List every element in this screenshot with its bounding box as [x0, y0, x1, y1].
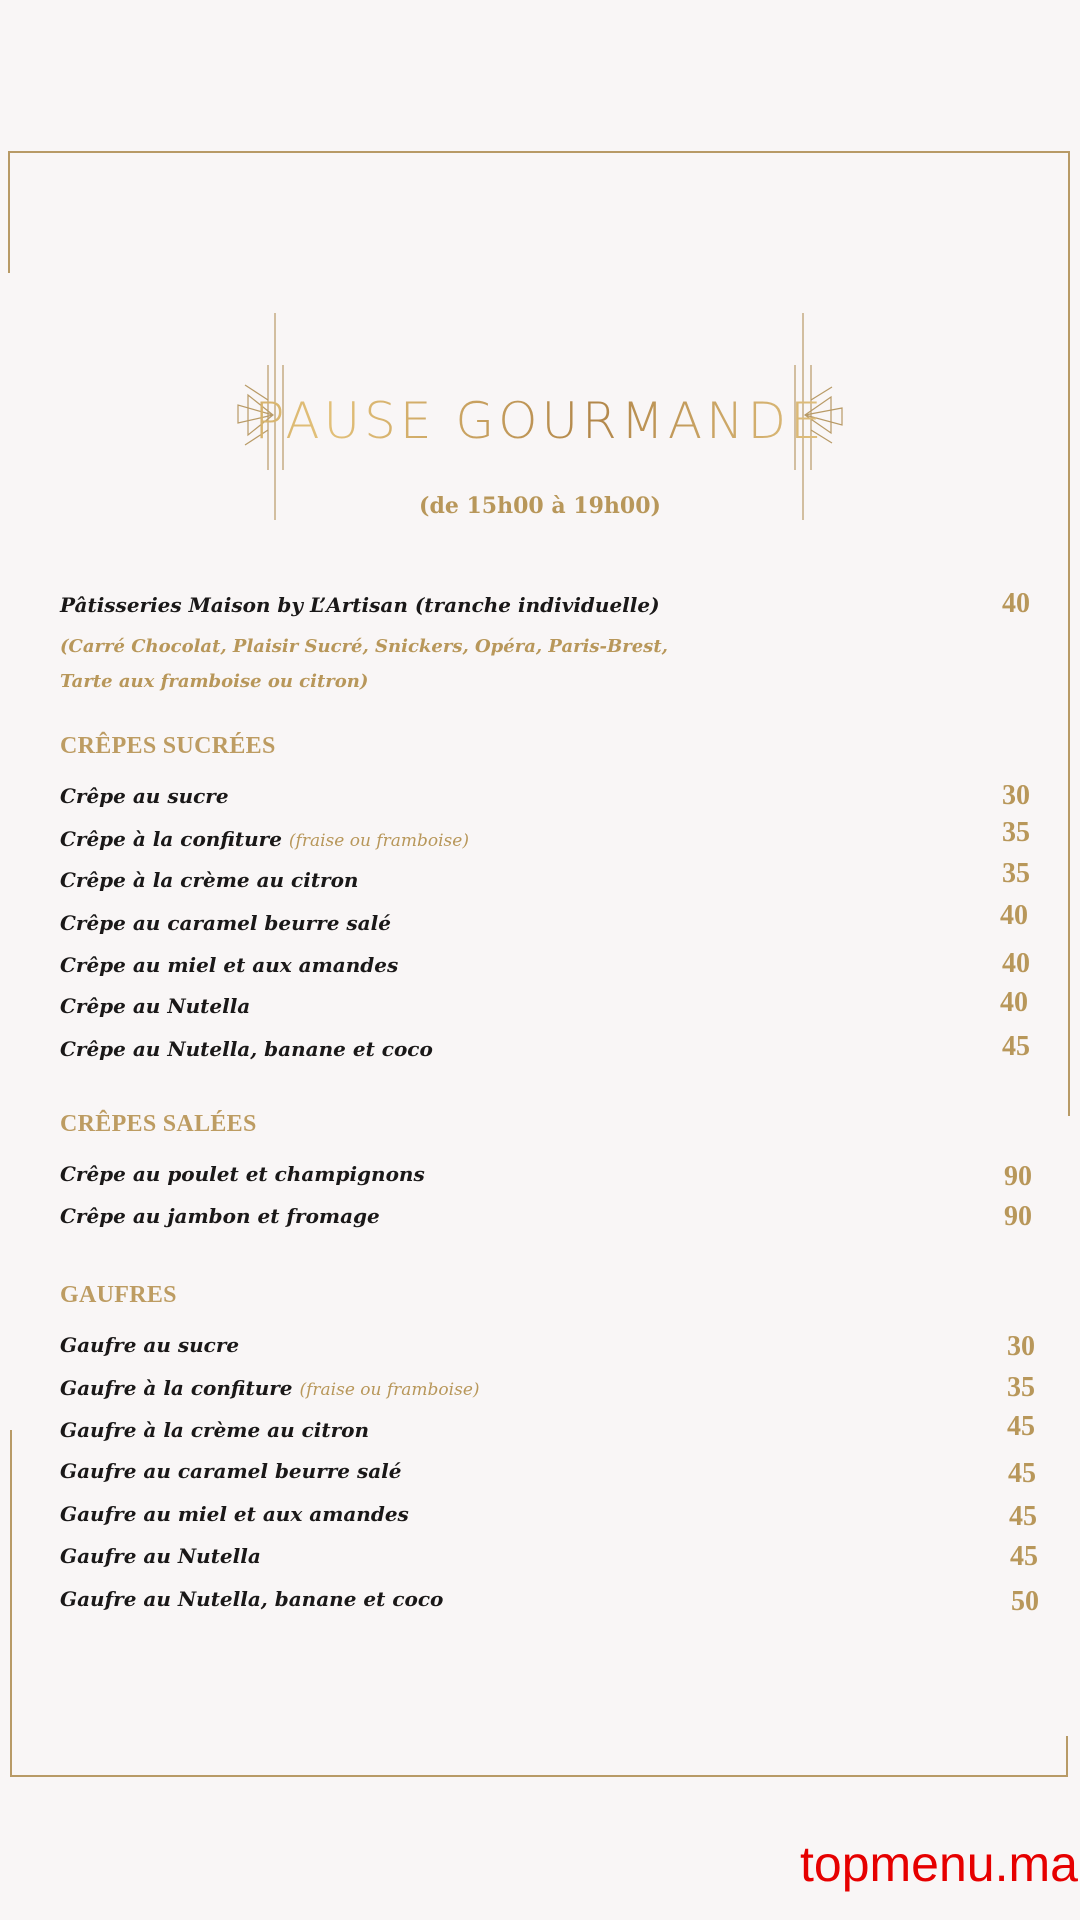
menu-item-price: 30	[1007, 1331, 1035, 1362]
menu-item-name: Crêpe au Nutella, banane et coco	[60, 1037, 433, 1061]
menu-item-name: Crêpe au Nutella	[60, 994, 251, 1018]
menu-item-price: 35	[1002, 858, 1030, 889]
menu-item-name: Gaufre à la crème au citron	[60, 1418, 370, 1442]
menu-item-featured-description: Tarte aux framboise ou citron)	[60, 671, 369, 692]
menu-item-name: Gaufre au sucre	[60, 1333, 240, 1357]
menu-item	[60, 1037, 433, 1061]
menu-item-price: 90	[1004, 1201, 1032, 1232]
menu-item	[60, 911, 391, 935]
menu-item	[60, 1502, 409, 1526]
menu-item-name: Gaufre au miel et aux amandes	[60, 1502, 409, 1526]
menu-item	[60, 1162, 425, 1186]
menu-item-name: Gaufre au caramel beurre salé	[60, 1459, 402, 1483]
menu-item-note: (fraise ou framboise)	[299, 1380, 480, 1400]
menu-item-name: Crêpe à la confiture	[60, 827, 282, 851]
menu-item	[60, 1333, 239, 1357]
menu-item	[60, 1418, 369, 1442]
section-title-gaufres: GAUFRES	[60, 1282, 177, 1308]
frame-right-border-bottom	[1066, 1736, 1068, 1777]
menu-item-price: 90	[1004, 1161, 1032, 1192]
frame-left-border-bottom	[10, 1430, 12, 1776]
menu-item-price: 45	[1010, 1541, 1038, 1572]
frame-right-border-top	[1068, 151, 1070, 1116]
menu-item-price: 30	[1002, 780, 1030, 811]
menu-item-name: Crêpe au caramel beurre salé	[60, 911, 391, 935]
menu-item-note: (fraise ou framboise)	[288, 831, 469, 851]
frame-top-border	[8, 151, 1070, 153]
menu-item-price: 45	[1009, 1501, 1037, 1532]
section-title-crepes-sucrees: CRÊPES SUCRÉES	[60, 733, 276, 759]
menu-item-featured-description: (Carré Chocolat, Plaisir Sucré, Snickers, Opéra, Paris-Brest,	[60, 636, 668, 657]
menu-item-featured: Pâtisseries Maison by L’Artisan (tranche individuelle)	[60, 593, 660, 617]
menu-item-name: Crêpe au jambon et fromage	[60, 1204, 380, 1228]
page-title: PAUSE GOURMANDE	[0, 392, 1080, 450]
menu-item	[60, 1544, 261, 1568]
menu-item-price: 35	[1002, 817, 1030, 848]
menu-item-price: 40	[1002, 948, 1030, 979]
menu-item	[60, 784, 229, 808]
menu-item	[60, 1204, 380, 1228]
menu-item-price: 35	[1007, 1372, 1035, 1403]
menu-item-featured-price: 40	[1002, 588, 1030, 619]
menu-item	[60, 953, 398, 977]
menu-item-price: 45	[1002, 1031, 1030, 1062]
frame-bottom-border	[10, 1775, 1068, 1777]
menu-item-name: Crêpe au poulet et champignons	[60, 1162, 425, 1186]
menu-item-name: Crêpe au miel et aux amandes	[60, 953, 399, 977]
menu-item-price: 45	[1008, 1458, 1036, 1489]
menu-item	[60, 1376, 480, 1400]
menu-item	[60, 868, 358, 892]
frame-left-border-top	[8, 151, 10, 273]
menu-item-price: 50	[1011, 1586, 1039, 1617]
watermark: topmenu.ma	[800, 1836, 1078, 1892]
menu-item-price: 40	[1000, 900, 1028, 931]
menu-item	[60, 1587, 443, 1611]
menu-item-name: Crêpe à la crème au citron	[60, 868, 359, 892]
menu-item	[60, 827, 469, 851]
section-title-crepes-salees: CRÊPES SALÉES	[60, 1111, 257, 1137]
opening-hours: (de 15h00 à 19h00)	[419, 493, 661, 519]
menu-item-name: Crêpe au sucre	[60, 784, 229, 808]
menu-item-price: 45	[1007, 1411, 1035, 1442]
menu-item-name: Gaufre au Nutella	[60, 1544, 261, 1568]
menu-item	[60, 1459, 402, 1483]
menu-item-name: Gaufre à la confiture	[60, 1376, 293, 1400]
menu-item	[60, 994, 250, 1018]
menu-item-price: 40	[1000, 987, 1028, 1018]
menu-item-name: Gaufre au Nutella, banane et coco	[60, 1587, 444, 1611]
